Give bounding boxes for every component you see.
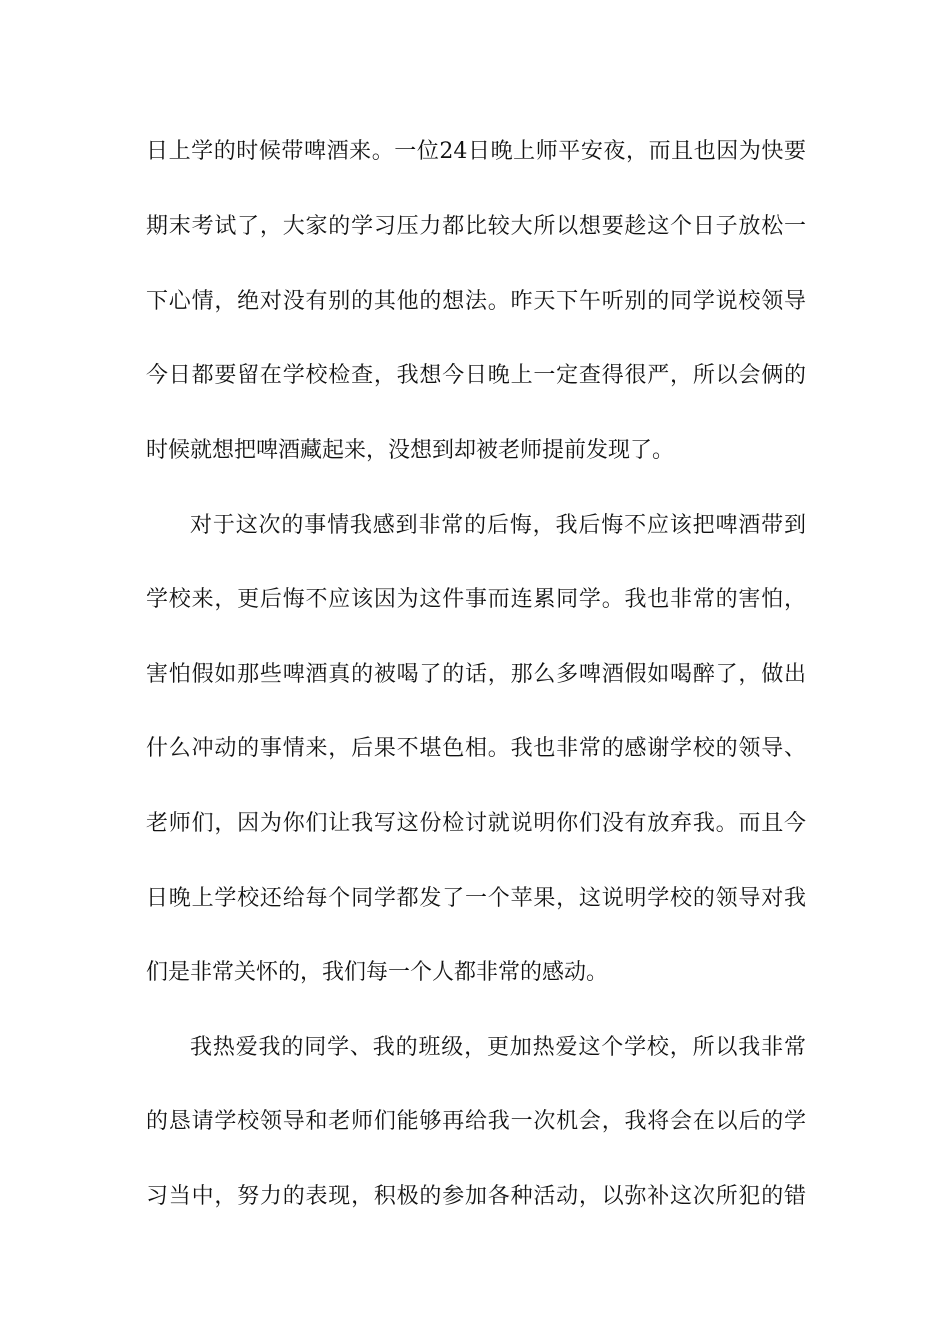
text-line: 们是非常关怀的，我们每一个人都非常的感动。	[146, 960, 609, 985]
text-line: 对于这次的事情我感到非常的后悔，我后悔不应该把啤酒带到	[190, 513, 806, 538]
text-line: 日上学的时候带啤酒来。一位24日晚上师平安夜，而且也因为快要	[146, 139, 806, 164]
text-line: 日晚上学校还给每个同学都发了一个苹果，这说明学校的领导对我	[146, 886, 806, 911]
text-line: 时候就想把啤酒藏起来，没想到却被老师提前发现了。	[146, 438, 675, 463]
text-line: 什么冲动的事情来，后果不堪色相。我也非常的感谢学校的领导、	[146, 736, 806, 761]
text-line: 期末考试了，大家的学习压力都比较大所以想要趁这个日子放松一	[146, 214, 806, 239]
text-line: 我热爱我的同学、我的班级，更加热爱这个学校，所以我非常	[190, 1035, 806, 1060]
text-line: 的恳请学校领导和老师们能够再给我一次机会，我将会在以后的学	[146, 1109, 806, 1134]
text-line: 下心情，绝对没有别的其他的想法。昨天下午听别的同学说校领导	[146, 289, 806, 314]
text-line: 害怕假如那些啤酒真的被喝了的话，那么多啤酒假如喝醉了，做出	[146, 662, 806, 687]
text-line: 今日都要留在学校检查，我想今日晚上一定查得很严，所以会俩的	[146, 363, 806, 388]
text-line: 学校来，更后悔不应该因为这件事而连累同学。我也非常的害怕，	[146, 587, 806, 612]
text-line: 老师们，因为你们让我写这份检讨就说明你们没有放弃我。而且今	[146, 811, 806, 836]
text-line: 习当中，努力的表现，积极的参加各种活动，以弥补这次所犯的错	[146, 1184, 806, 1209]
